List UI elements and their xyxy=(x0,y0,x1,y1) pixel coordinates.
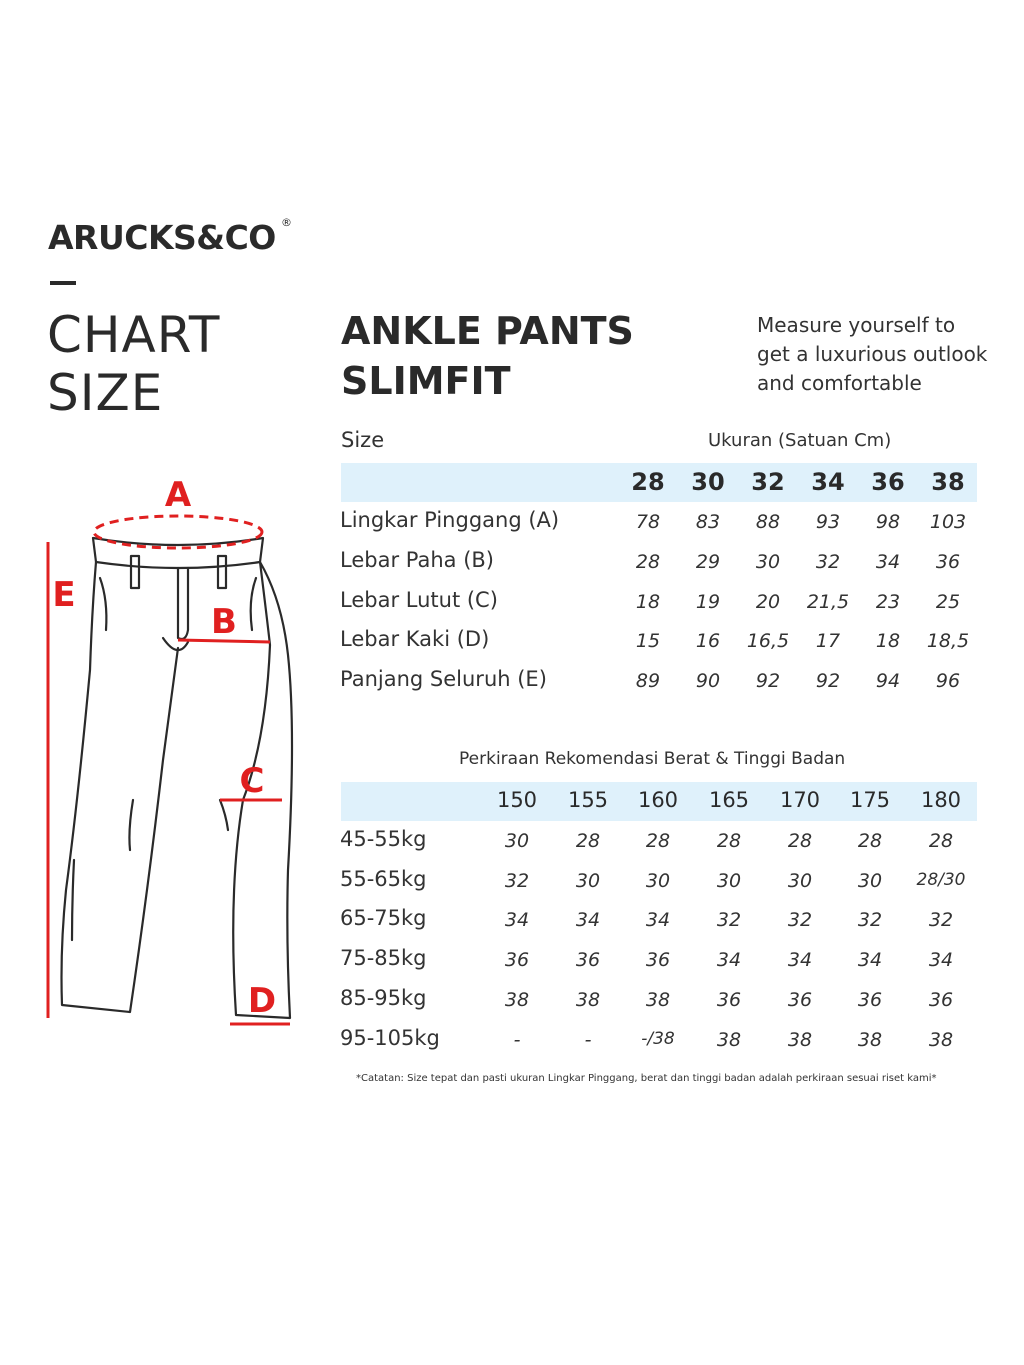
divider-dash xyxy=(50,281,76,285)
reco-cell: 38 xyxy=(716,1029,742,1051)
reco-cell: 32 xyxy=(857,909,883,931)
size-cell: 30 xyxy=(755,551,781,573)
reco-cell: 36 xyxy=(928,989,954,1011)
size-cell: 21,5 xyxy=(806,591,850,613)
height-header-cell: 150 xyxy=(496,788,538,812)
size-cell: 98 xyxy=(875,511,901,533)
reco-cell: 28 xyxy=(716,830,742,852)
reco-cell: 30 xyxy=(716,870,742,892)
size-header-cell: 38 xyxy=(931,468,965,496)
weight-row-label: 65-75kg xyxy=(340,906,427,930)
size-cell: 90 xyxy=(695,670,721,692)
size-cell: 29 xyxy=(695,551,721,573)
reco-cell: 28 xyxy=(928,830,954,852)
tagline-line2: get a luxurious outlook xyxy=(757,342,988,366)
tagline xyxy=(757,311,987,398)
size-cell: 15 xyxy=(635,630,661,652)
height-header-cell: 175 xyxy=(849,788,891,812)
height-header-cell: 180 xyxy=(920,788,962,812)
unit-label: Ukuran (Satuan Cm) xyxy=(708,430,892,451)
size-cell: 78 xyxy=(635,511,661,533)
size-row-label: Lingkar Pinggang (A) xyxy=(340,508,560,532)
size-cell: 93 xyxy=(815,511,841,533)
size-header-cell: 30 xyxy=(691,468,725,496)
size-cell: 36 xyxy=(935,551,961,573)
reco-cell: 34 xyxy=(504,909,530,931)
size-cell: 83 xyxy=(695,511,721,533)
size-row-label: Lebar Kaki (D) xyxy=(340,627,490,651)
weight-row-label: 75-85kg xyxy=(340,946,427,970)
size-cell: 28 xyxy=(635,551,661,573)
registered-mark: ® xyxy=(281,216,292,229)
reco-cell: 36 xyxy=(787,989,813,1011)
size-label: Size xyxy=(341,428,385,452)
reco-cell: 36 xyxy=(716,989,742,1011)
label-c: C xyxy=(239,761,265,801)
reco-cell: 30 xyxy=(504,830,530,852)
size-cell: 16 xyxy=(695,630,721,652)
reco-cell: 32 xyxy=(504,870,530,892)
reco-cell: 34 xyxy=(857,949,883,971)
height-header-cell: 155 xyxy=(567,788,609,812)
size-cell: 18 xyxy=(635,591,661,613)
label-b: B xyxy=(211,602,237,642)
tagline-line3: and comfortable xyxy=(757,371,922,395)
size-cell: 18 xyxy=(875,630,901,652)
reco-cell: 36 xyxy=(504,949,530,971)
height-header-cell: 170 xyxy=(779,788,821,812)
reco-cell: 28 xyxy=(787,830,813,852)
reco-cell: -/38 xyxy=(641,1029,675,1049)
height-header-cell: 160 xyxy=(637,788,679,812)
size-row-label: Panjang Seluruh (E) xyxy=(340,667,547,691)
chart-title-line2: SIZE xyxy=(47,364,164,422)
pants-diagram xyxy=(38,470,318,1040)
reco-cell: 28 xyxy=(645,830,671,852)
reco-cell: 34 xyxy=(575,909,601,931)
reco-cell: 32 xyxy=(787,909,813,931)
reco-cell: 36 xyxy=(575,949,601,971)
reco-cell: 32 xyxy=(716,909,742,931)
weight-row-label: 85-95kg xyxy=(340,986,427,1010)
size-header-cell: 28 xyxy=(631,468,665,496)
footnote: *Catatan: Size tepat dan pasti ukuran Lingkar Pinggang, berat dan tinggi badan adalah perkiraan sesuai riset kami* xyxy=(356,1073,937,1084)
size-cell: 88 xyxy=(755,511,781,533)
size-cell: 18,5 xyxy=(926,630,970,652)
size-cell: 96 xyxy=(935,670,961,692)
reco-cell: 34 xyxy=(928,949,954,971)
reco-cell: - xyxy=(513,1029,521,1051)
reco-cell: 36 xyxy=(645,949,671,971)
reco-cell: - xyxy=(584,1029,592,1051)
size-cell: 103 xyxy=(929,511,967,533)
reco-cell: 30 xyxy=(857,870,883,892)
size-header-cell: 34 xyxy=(811,468,845,496)
size-row-label: Lebar Lutut (C) xyxy=(340,588,498,612)
product-title-line2: SLIMFIT xyxy=(341,359,511,403)
size-cell: 92 xyxy=(755,670,781,692)
reco-cell: 32 xyxy=(928,909,954,931)
reco-cell: 28 xyxy=(857,830,883,852)
weight-row-label: 45-55kg xyxy=(340,827,427,851)
brand-logo: ARUCKS&CO xyxy=(48,218,276,257)
reco-cell: 34 xyxy=(716,949,742,971)
size-header-cell: 36 xyxy=(871,468,905,496)
product-title xyxy=(341,306,634,406)
size-cell: 89 xyxy=(635,670,661,692)
reco-cell: 28 xyxy=(575,830,601,852)
tagline-line1: Measure yourself to xyxy=(757,313,956,337)
reco-cell: 30 xyxy=(787,870,813,892)
reco-cell: 38 xyxy=(928,1029,954,1051)
height-header-cell: 165 xyxy=(708,788,750,812)
size-cell: 19 xyxy=(695,591,721,613)
label-d: D xyxy=(247,981,277,1021)
size-cell: 92 xyxy=(815,670,841,692)
size-cell: 17 xyxy=(815,630,841,652)
chart-title-line1: CHART xyxy=(47,306,221,364)
reco-title: Perkiraan Rekomendasi Berat & Tinggi Badan xyxy=(459,749,846,769)
size-cell: 20 xyxy=(755,591,781,613)
weight-row-label: 95-105kg xyxy=(340,1026,440,1050)
size-cell: 23 xyxy=(875,591,901,613)
size-header-cell: 32 xyxy=(751,468,785,496)
size-cell: 16,5 xyxy=(746,630,790,652)
size-cell: 94 xyxy=(875,670,901,692)
chart-size-title xyxy=(47,306,220,422)
label-a: A xyxy=(164,475,192,515)
reco-cell: 38 xyxy=(504,989,530,1011)
size-row-label: Lebar Paha (B) xyxy=(340,548,494,572)
reco-cell: 38 xyxy=(575,989,601,1011)
reco-cell: 38 xyxy=(645,989,671,1011)
reco-cell: 30 xyxy=(645,870,671,892)
reco-cell: 38 xyxy=(787,1029,813,1051)
product-title-line1: ANKLE PANTS xyxy=(341,309,634,353)
size-cell: 25 xyxy=(935,591,961,613)
label-e: E xyxy=(52,575,76,615)
size-cell: 34 xyxy=(875,551,901,573)
weight-row-label: 55-65kg xyxy=(340,867,427,891)
reco-cell: 36 xyxy=(857,989,883,1011)
reco-cell: 34 xyxy=(645,909,671,931)
reco-cell: 28/30 xyxy=(916,870,966,890)
size-cell: 32 xyxy=(815,551,841,573)
reco-cell: 38 xyxy=(857,1029,883,1051)
reco-cell: 34 xyxy=(787,949,813,971)
reco-cell: 30 xyxy=(575,870,601,892)
